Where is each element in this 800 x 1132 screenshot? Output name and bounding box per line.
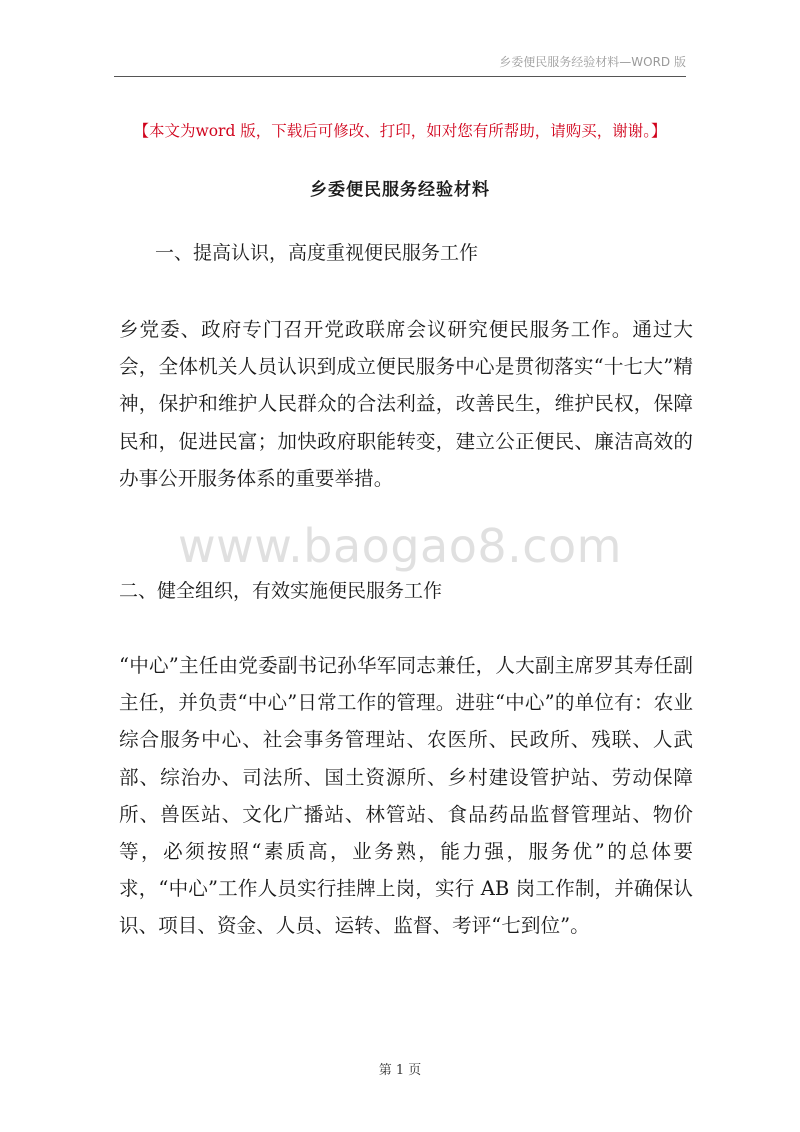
- section-heading-2: 二、健全组织，有效实施便民服务工作: [119, 580, 443, 602]
- document-title: 乡委便民服务经验材料: [310, 180, 490, 200]
- page-number: 第 1 页: [378, 1063, 422, 1078]
- watermark: www.baogao8.com: [178, 519, 622, 573]
- section-paragraph-1: 乡党委、政府专门召开党政联席会议研究便民服务工作。通过大会，全体机关人员认识到成立便民服务中心是贯彻落实“十七大”精神，保护和维护人民群众的合法利益，改善民生，维护民权，保障民和，促进民富；加快政府职能转变，建立公正便民、廉洁高效的办事公开服务体系的重要举措。: [119, 318, 693, 490]
- header-rule: [114, 76, 686, 77]
- section-heading-1: 一、提高认识，高度重视便民服务工作: [155, 242, 479, 264]
- section-paragraph-2: “中心”主任由党委副书记孙华军同志兼任，人大副主席罗其寿任副主任，并负责“中心”日常工作的管理。进驻“中心”的单位有：农业综合服务中心、社会事务管理站、农医所、民政所、残联、人武部、综治办、司法所、国土资源所、乡村建设管护站、劳动保障所、兽医站、文化广播站、林管站、食品药品监督管理站、物价等，必须按照“素质高，业务熟，能力强，服务优”的总体要求，“中心”工作人员实行挂牌上岗，实行 AB 岗工作制，并确保认识、项目、资金、人员、运转、监督、考评“七到位”。: [119, 654, 693, 938]
- running-header: 乡委便民服务经验材料—WORD 版: [499, 55, 686, 69]
- purchase-notice: 【本文为word 版，下载后可修改、打印，如对您有所帮助，请购买，谢谢。】: [133, 122, 667, 140]
